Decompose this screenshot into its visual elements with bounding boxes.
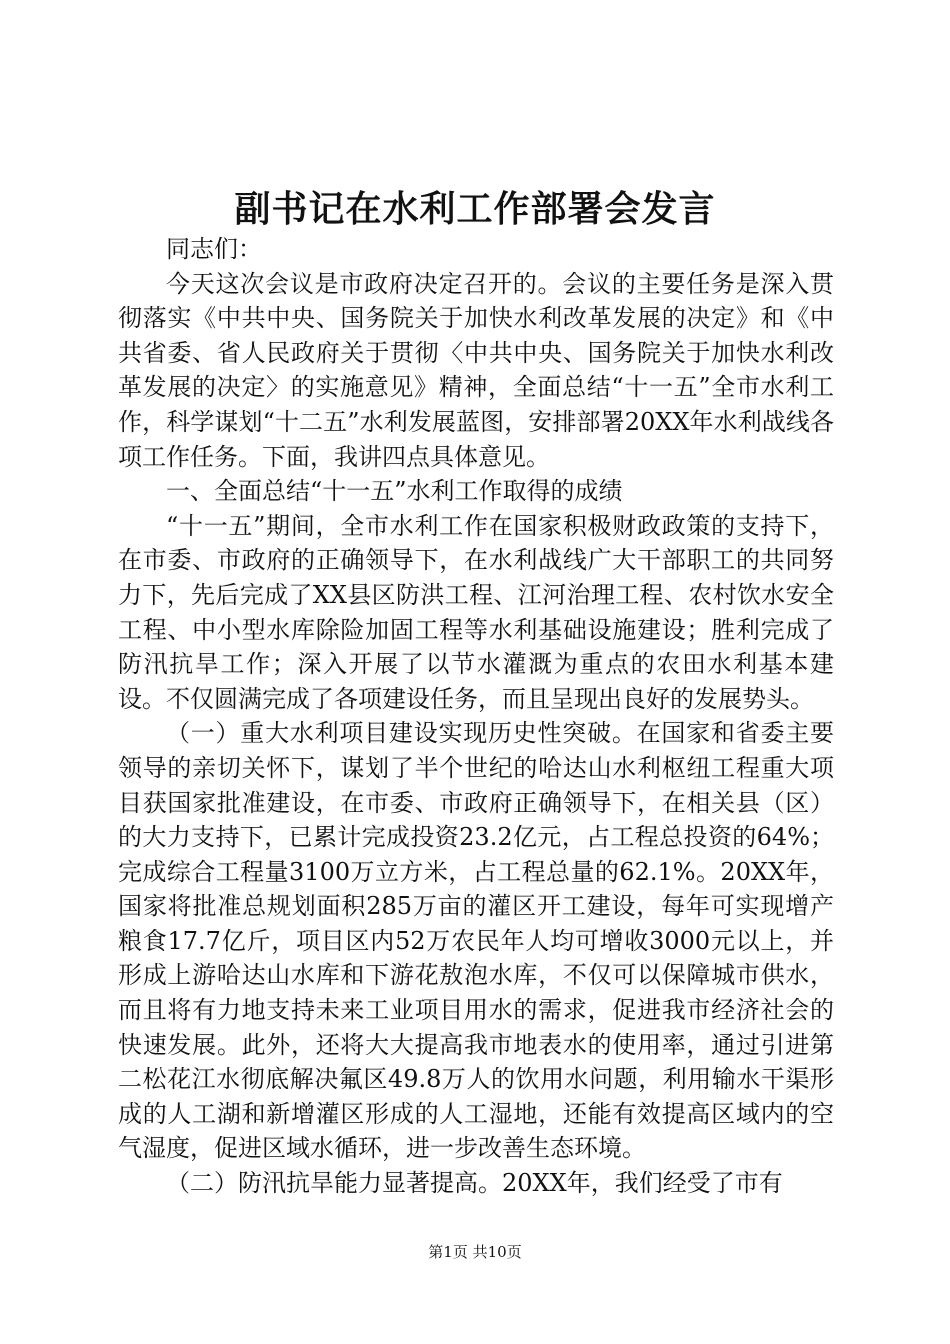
subsection-one-paragraph: （一）重大水利项目建设实现历史性突破。在国家和省委主要领导的亲切关怀下，谋划了半个世纪的哈达山水利枢纽工程重大项目获国家批准建设，在市委、市政府正确领导下，在相关县（区）的大力支持下，已累计完成投资23.2亿元，占工程总投资的64%；完成综合工程量3100万立方米，占工程总量的62.1%。20XX年，国家将批准总规划面积285万亩的灌区开工建设，每年可实现增产粮食17.7亿斤，项目区内52万农民年人均可增收3000元以上，并形成上游哈达山水库和下游花敖泡水库，不仅可以保障城市供水，而且将有力地支持未来工业项目用水的需求，促进我市经济社会的快速发展。此外，还将大大提高我市地表水的使用率，通过引进第二松花江水彻底解决氟区49.8万人的饮用水问题，利用输水干渠形成的人工湖和新增灌区形成的人工湿地，还能有效提高区域内的空气湿度，促进区域水循环，进一步改善生态环境。 bbox=[118, 719, 834, 1163]
document-title: 副书记在水利工作部署会发言 bbox=[234, 188, 716, 230]
document-body bbox=[118, 232, 834, 1201]
summary-paragraph: “十一五”期间，全市水利工作在国家积极财政政策的支持下，在市委、市政府的正确领导下，在水利战线广大干部职工的共同努力下，先后完成了XX县区防洪工程、江河治理工程、农村饮水安全工程、中小型水库除险加固工程等水利基础设施建设；胜利完成了防汛抗旱工作；深入开展了以节水灌溉为重点的农田水利基本建设。不仅圆满完成了各项建设任务，而且呈现出良好的发展势头。 bbox=[118, 511, 834, 713]
page-number-footer: 第1页 共10页 bbox=[428, 1243, 522, 1261]
salutation-paragraph: 同志们： bbox=[166, 235, 262, 263]
intro-paragraph: 今天这次会议是市政府决定召开的。会议的主要任务是深入贯彻落实《中共中央、国务院关于加快水利改革发展的决定》和《中共省委、省人民政府关于贯彻〈中共中央、国务院关于加快水利改革发展的决定〉的实施意见》精神，全面总结“十一五”全市水利工作，科学谋划“十二五”水利发展蓝图，安排部署20XX年水利战线各项工作任务。下面，我讲四点具体意见。 bbox=[118, 269, 834, 471]
subsection-two-paragraph: （二）防汛抗旱能力显著提高。20XX年，我们经受了市有 bbox=[166, 1169, 783, 1198]
section-heading: 一、全面总结“十一五”水利工作取得的成绩 bbox=[166, 477, 623, 506]
